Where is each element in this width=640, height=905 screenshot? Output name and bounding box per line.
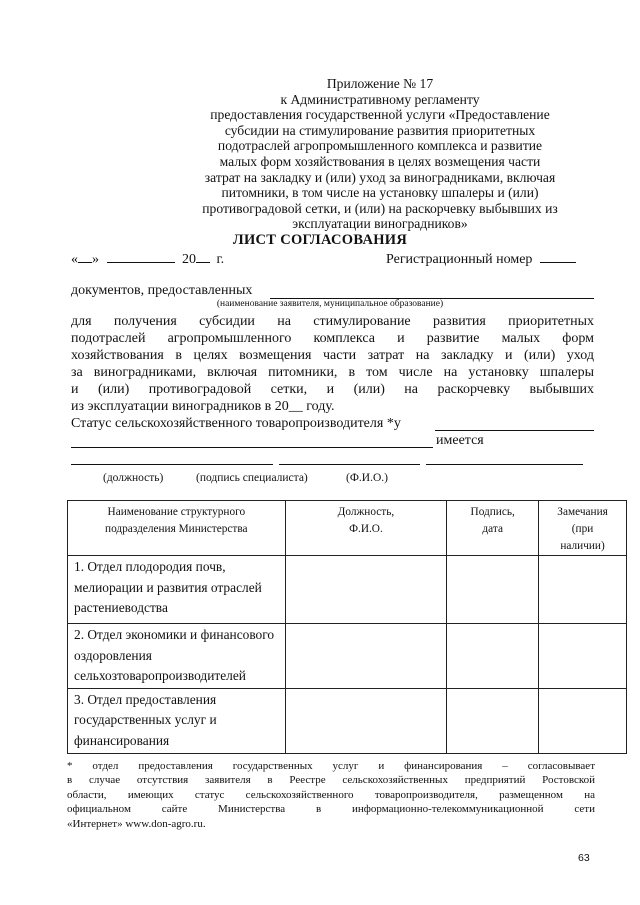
name-blank[interactable] [426,464,583,465]
registration-blank[interactable] [540,249,576,263]
appendix-line: эксплуатации виноградников» [292,216,468,232]
page-number: 63 [578,852,590,864]
registration-label: Регистрационный номер [386,252,533,267]
footnote [67,759,595,831]
signature-cell[interactable] [447,688,539,753]
appendix-line: субсидии на стимулирование развития приоритетных [224,122,536,138]
documents-label: документов, предоставленных [71,283,253,298]
appendix-line: подотраслей агропромышленного комплекса и развитие [217,138,543,154]
appendix-line: к Административному регламенту [280,91,480,107]
appendix-line: Приложение № 17 [326,76,434,91]
footnote-line: официальном сайте Министерства в информационно-телекоммуникационной сети [67,803,595,816]
footnote-line: в случае отсутствия заявителя в Реестре сельскохозяйственных предприятий Ростовской [67,774,595,787]
signature-cell[interactable] [447,624,539,689]
documents-hint: (наименование заявителя, муниципальное образование) [216,299,444,309]
status-label: Статус сельскохозяйственного товаропроизводителя *у [71,416,401,431]
position-blank[interactable] [71,464,273,465]
header-department: Наименование структурного подразделения Министерства [68,501,286,556]
status-blank-2[interactable] [71,447,433,448]
header-position: Должность, Ф.И.О. [285,501,447,556]
approval-table [67,500,627,754]
purpose-line: из эксплуатации виноградников в 20__ году. [71,399,335,414]
position-cell[interactable] [285,688,447,753]
table-header-row [68,501,627,556]
department-cell: 2. Отдел экономики и финансового оздоровления сельхозтоваропроизводителей [68,624,286,689]
position-caption: (должность) [103,472,164,484]
name-caption: (Ф.И.О.) [346,472,388,484]
registration-number [386,249,576,268]
purpose-line: за виноградниками, включая питомники, в том числе на установку шпалеры [71,365,594,380]
appendix-line: затрат на закладку и (или) уход за виноградниками, включая [204,169,556,185]
appendix-line: противоградовой сетки, и (или) на раскорчевку выбывших из [202,200,558,216]
year-blank[interactable] [196,249,210,263]
position-cell[interactable] [285,556,447,624]
purpose-line: и (или) противоградовой сетки, и (или) на раскорчевку выбывших [71,382,594,397]
document-title: ЛИСТ СОГЛАСОВАНИЯ [232,232,408,248]
open-quote: « [71,252,78,267]
footnote-line: «Интернет» www.don-agro.ru. [67,817,206,830]
signature-blank[interactable] [279,464,420,465]
close-quote: » [92,252,99,267]
date-line [71,249,224,268]
remarks-cell[interactable] [539,688,627,753]
remarks-cell[interactable] [539,556,627,624]
footnote-line: * отдел предоставления государственных услуг и финансирования – согласовывает [67,760,595,772]
appendix-line: питомники, в том числе на установку шпалеры и (или) [221,185,539,201]
footnote-line: области, имеющих статус сельскохозяйственного товаропроизводителя, размещенном на [67,788,595,801]
year-prefix: 20 [182,252,196,267]
month-blank[interactable] [107,249,175,263]
appendix-line: предоставления государственной услуги «Предоставление [210,107,550,123]
year-suffix: г. [216,252,225,267]
day-blank[interactable] [78,249,92,263]
department-cell: 1. Отдел плодородия почв, мелиорации и развития отраслей растениеводства [68,556,286,624]
table-row [68,688,627,753]
purpose-line: для получения субсидии на стимулирование развития приоритетных [71,314,594,329]
remarks-cell[interactable] [539,624,627,689]
appendix-line: малых форм хозяйствования в целях возмещения части [219,153,541,169]
position-cell[interactable] [285,624,447,689]
table-row [68,624,627,689]
signature-cell[interactable] [447,556,539,624]
appendix-header [170,76,590,232]
department-cell: 3. Отдел предоставления государственных услуг и финансирования [68,688,286,753]
header-signature: Подпись, дата [447,501,539,556]
purpose-line: хозяйствования в целях возмещения части затрат на закладку и (или) уход [71,348,594,363]
purpose-line: подотраслей агропромышленного комплекса и развитие малых форм [71,331,594,346]
has-label: имеется [436,433,484,448]
signature-caption: (подпись специалиста) [196,472,308,484]
table-row [68,556,627,624]
header-remarks: Замечания (при наличии) [539,501,627,556]
status-blank[interactable] [435,430,594,431]
